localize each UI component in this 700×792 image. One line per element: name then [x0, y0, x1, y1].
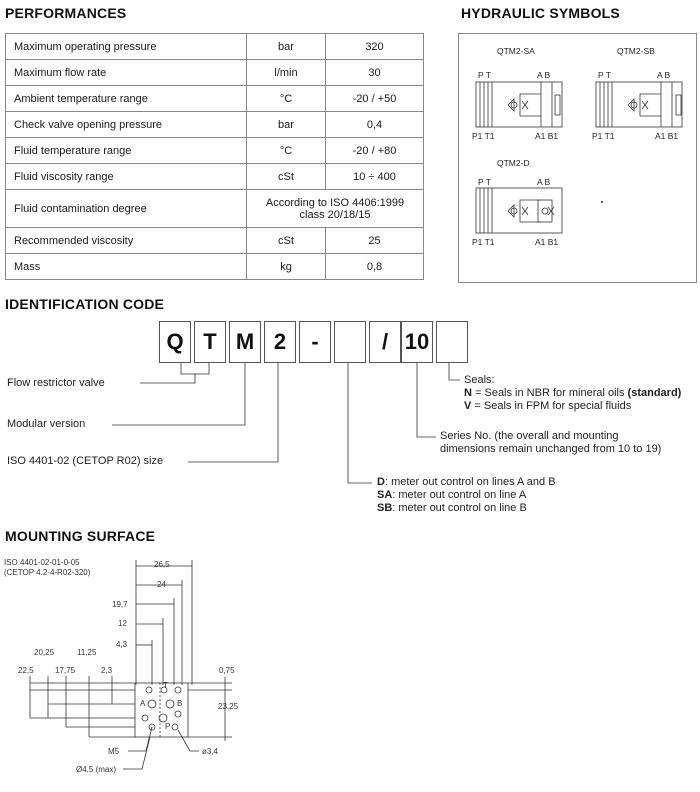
note-seal-v-key: V: [464, 400, 472, 412]
mounting-standard-2: (CETOP 4.2-4-R02-320): [4, 568, 91, 577]
perf-label: Check valve opening pressure: [6, 112, 247, 138]
note-control-d: [377, 476, 556, 488]
symbol-title: QTM2-D: [497, 158, 530, 168]
dim-23-25: 23,25: [218, 702, 239, 711]
symbol-qtm2-d-drawing: [476, 188, 562, 233]
dim-22-5: 22,5: [18, 666, 34, 675]
label-m5: M5: [108, 747, 120, 756]
perf-label: Mass: [6, 254, 247, 280]
dim-12: 12: [118, 619, 127, 628]
port-label-a: A: [140, 699, 146, 708]
perf-value: 0,8: [326, 254, 424, 280]
dim-26-5: 26,5: [154, 560, 170, 569]
id-code-leaders: [112, 363, 460, 483]
perf-value: 25: [326, 228, 424, 254]
note-seals-title: Seals:: [464, 374, 495, 386]
code-box-q: Q: [159, 321, 191, 363]
code-box-m: M: [229, 321, 261, 363]
perf-label: Ambient temperature range: [6, 86, 247, 112]
code-box-dash: -: [299, 321, 331, 363]
perf-unit: l/min: [247, 60, 326, 86]
symbol-port-label: A B: [537, 70, 551, 80]
port-label-t: T: [163, 681, 168, 690]
symbol-title: QTM2-SB: [617, 46, 655, 56]
code-box-slash: /: [369, 321, 401, 363]
note-series-2: dimensions remain unchanged from 10 to 19): [440, 443, 662, 455]
perf-unit: cSt: [247, 228, 326, 254]
note-control-sb-text: : meter out control on line B: [392, 502, 527, 514]
note-seal-n: [464, 387, 681, 399]
perf-label: Fluid temperature range: [6, 138, 247, 164]
note-control-sa: [377, 489, 526, 501]
perf-value-line1: According to ISO 4406:1999: [265, 196, 405, 209]
symbol-title: QTM2-SA: [497, 46, 535, 56]
note-seal-v: [464, 400, 631, 412]
heading-identification-code: IDENTIFICATION CODE: [5, 296, 165, 312]
perf-label: Fluid viscosity range: [6, 164, 247, 190]
note-seal-v-text: = Seals in FPM for special fluids: [471, 400, 632, 412]
perf-label: Maximum operating pressure: [6, 34, 247, 60]
perf-value: -20 / +80: [326, 138, 424, 164]
code-box-seals: [436, 321, 468, 363]
symbol-port-label: P1 T1: [472, 237, 495, 247]
symbol-port-label: A B: [657, 70, 671, 80]
perf-unit: bar: [247, 34, 326, 60]
note-control-d-key: D: [377, 476, 385, 488]
code-box-series: 10: [401, 321, 433, 363]
perf-value: -20 / +50: [326, 86, 424, 112]
heading-performances: PERFORMANCES: [5, 5, 127, 21]
dim-4-3: 4,3: [116, 640, 128, 649]
note-series-1: Series No. (the overall and mounting: [440, 430, 619, 442]
symbol-qtm2-sa-drawing: [476, 82, 562, 127]
symbol-qtm2-sb-drawing: [596, 82, 682, 127]
note-modular: Modular version: [7, 418, 86, 430]
perf-value-line2: class 20/18/15: [299, 208, 371, 221]
mounting-standard-1: ISO 4401-02-01-0-05: [4, 558, 80, 567]
code-box-control: [334, 321, 366, 363]
port-label-b: B: [177, 699, 183, 708]
perf-unit: °C: [247, 86, 326, 112]
label-phi-4-5: Ø4,5 (max): [76, 765, 117, 774]
perf-unit: °C: [247, 138, 326, 164]
note-control-sa-text: : meter out control on line A: [392, 489, 527, 501]
note-seal-n-text: = Seals in NBR for mineral oils: [471, 387, 628, 399]
perf-value: 10 ÷ 400: [326, 164, 424, 190]
dim-2-3: 2,3: [101, 666, 113, 675]
symbol-port-label: P1 T1: [592, 131, 615, 141]
perf-unit: cSt: [247, 164, 326, 190]
code-box-2: 2: [264, 321, 296, 363]
note-control-sa-key: SA: [377, 489, 393, 501]
mounting-surface-drawing: [30, 560, 232, 769]
symbol-port-label: P T: [478, 177, 491, 187]
heading-hydraulic-symbols: HYDRAULIC SYMBOLS: [461, 5, 620, 21]
note-iso-size: ISO 4401-02 (CETOP R02) size: [7, 455, 164, 467]
perf-value: 320: [326, 34, 424, 60]
dim-11-25: 11,25: [77, 648, 97, 657]
perf-value: 0,4: [326, 112, 424, 138]
symbol-port-label: A1 B1: [655, 131, 679, 141]
perf-label: Recommended viscosity: [6, 228, 247, 254]
note-control-d-text: : meter out control on lines A and B: [384, 476, 556, 488]
symbol-port-label: A1 B1: [535, 131, 559, 141]
perf-unit: bar: [247, 112, 326, 138]
symbol-port-label: P1 T1: [472, 131, 495, 141]
perf-value: 30: [326, 60, 424, 86]
note-flow-restrictor: Flow restrictor valve: [7, 377, 105, 389]
symbol-port-label: A B: [537, 177, 551, 187]
perf-unit: kg: [247, 254, 326, 280]
note-seal-n-key: N: [464, 387, 472, 399]
symbol-port-label: A1 B1: [535, 237, 559, 247]
port-label-p: P: [165, 722, 171, 731]
symbol-port-label: P T: [478, 70, 491, 80]
note-control-sb: [377, 502, 527, 514]
code-box-t: T: [194, 321, 226, 363]
note-seal-n-standard: (standard): [627, 387, 682, 399]
symbol-port-label: P T: [598, 70, 611, 80]
heading-mounting-surface: MOUNTING SURFACE: [5, 528, 156, 544]
note-control-sb-key: SB: [377, 502, 393, 514]
dim-20-25: 20,25: [34, 648, 55, 657]
dim-24: 24: [157, 580, 166, 589]
dim-17-75: 17,75: [55, 666, 76, 675]
perf-label: Fluid contamination degree: [6, 190, 247, 228]
dim-0-75: 0,75: [219, 666, 235, 675]
label-phi-3-4: ø3,4: [202, 747, 219, 756]
perf-label: Maximum flow rate: [6, 60, 247, 86]
dim-19-7: 19,7: [112, 600, 128, 609]
